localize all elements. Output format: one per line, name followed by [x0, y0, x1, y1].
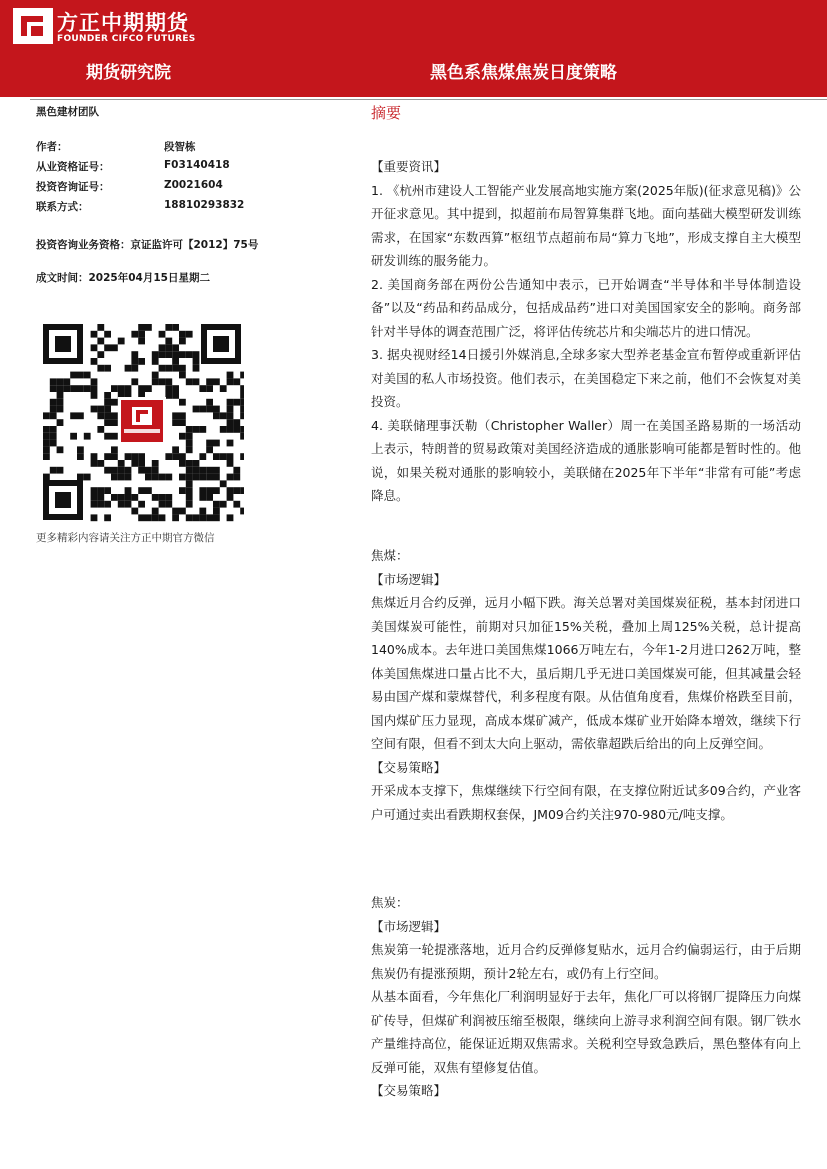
news-header: 【重要资讯】: [371, 159, 447, 174]
news-item: 1. 《杭州市建设人工智能产业发展高地实施方案(2025年版)(征求意见稿)》公开征求意见。其中提到，拟超前布局智算集群飞地。面向基础大模型研发训练需求，在国家“东数西算”枢纽节点超前布局“算力飞地”，形成支撑自主大模型研发训练的服务能力。: [371, 182, 801, 268]
coking-coal-logic: 焦煤近月合约反弹，远月小幅下跌。海关总署对美国煤炭征税，基本封闭进口美国煤炭可能性，前期对只加征15%关税，叠加上周125%关税，总计提高140%成本。去年进口美国焦煤1066万吨左右，今年1-2月进口262万吨，整体美国焦煤进口量占比不大，虽后期几乎无进口美国煤炭可能，但其减量会轻易由国产煤和蒙煤替代，利多程度有限。从估值角度看，焦煤价格跌至目前，国内煤矿压力显现，高成本煤矿减产，低成本煤矿业开始降本增效，继续下行空间有限，但看不到太大向上驱动，需依靠超跌后给出的向上反弹空间。: [371, 595, 801, 751]
coking-coal-logic-header: 【市场逻辑】: [371, 571, 447, 587]
coke-section: [371, 891, 801, 1103]
coke-logic-header: 【市场逻辑】: [371, 918, 447, 934]
license-label: 从业资格证号：: [36, 161, 110, 173]
summary-title: 摘要: [371, 104, 402, 122]
coking-coal-strategy: 开采成本支撑下，焦煤继续下行空间有限，在支撑位附近试多09合约，产业客户可通过卖出看跌期权套保，JM09合约关注970-980元/吨支撑。: [371, 783, 801, 822]
report-header: [0, 0, 827, 97]
department-title: 期货研究院: [86, 63, 171, 83]
qr-caption: 更多精彩内容请关注方正中期官方微信: [36, 532, 215, 544]
coking-coal-label: 焦煤：: [371, 548, 409, 563]
news-item: 4. 美联储理事沃勒（Christopher Waller）周一在美国圣路易斯的一场活动上表示，特朗普的贸易政策对美国经济造成的通胀影响可能都是暂时性的。他说，如果关税对通胀的影响较小，美联储在2025年下半年“非常有可能”考虑降息。: [371, 417, 801, 503]
header-divider: [30, 99, 827, 100]
coke-label: 焦炭：: [371, 895, 409, 910]
news-section: [371, 155, 801, 508]
wechat-qr-code-icon[interactable]: [40, 321, 244, 523]
coke-logic-1: 焦炭第一轮提涨落地，近月合约反弹修复贴水，远月合约偏弱运行，由于后期焦炭仍有提涨预期，预计2轮左右，或仍有上行空间。: [371, 942, 801, 981]
coking-coal-strategy-header: 【交易策略】: [371, 759, 447, 775]
logo-en-text: FOUNDER CIFCO FUTURES: [57, 34, 196, 44]
qualification-text: 投资咨询业务资格：京证监许可【2012】75号: [36, 239, 259, 251]
report-date: 成文时间：2025年04月15日星期二: [36, 272, 210, 284]
logo-cn-text: 方正中期期货: [57, 11, 189, 35]
consult-label: 投资咨询证号：: [36, 181, 110, 193]
license-value: F03140418: [164, 159, 230, 171]
author-label: 作者：: [36, 141, 68, 153]
news-item: 3. 据央视财经14日援引外媒消息,全球多家大型养老基金宣布暂停或重新评估对美国的私人市场投资。他们表示，在美国稳定下来之前，他们不会恢复对美投资。: [371, 347, 801, 409]
team-name: 黑色建材团队: [36, 106, 99, 118]
coke-logic-2: 从基本面看，今年焦化厂利润明显好于去年，焦化厂可以将钢厂提降压力向煤矿传导，但煤矿利润被压缩至极限，继续向上游寻求利润空间有限。钢厂铁水产量维持高位，能保证近期双焦需求。关税利空导致急跌后，黑色整体有向上反弹可能，双焦有望修复估值。: [371, 989, 801, 1075]
contact-value: 18810293832: [164, 199, 245, 211]
report-title: 黑色系焦煤焦炭日度策略: [430, 63, 617, 83]
coke-strategy-header: 【交易策略】: [371, 1083, 447, 1098]
contact-label: 联系方式：: [36, 201, 89, 213]
consult-value: Z0021604: [164, 179, 223, 191]
coking-coal-section: [371, 544, 801, 826]
founder-logo-icon: [13, 8, 53, 44]
news-item: 2. 美国商务部在两份公告通知中表示，已开始调查“半导体和半导体制造设备”以及“药品和药品成分，包括成品药”进口对美国国家安全的影响。商务部针对半导体的调查范围广泛，将评估传统芯片和尖端芯片的进口情况。: [371, 276, 801, 339]
author-value: 段智栋: [164, 141, 196, 153]
